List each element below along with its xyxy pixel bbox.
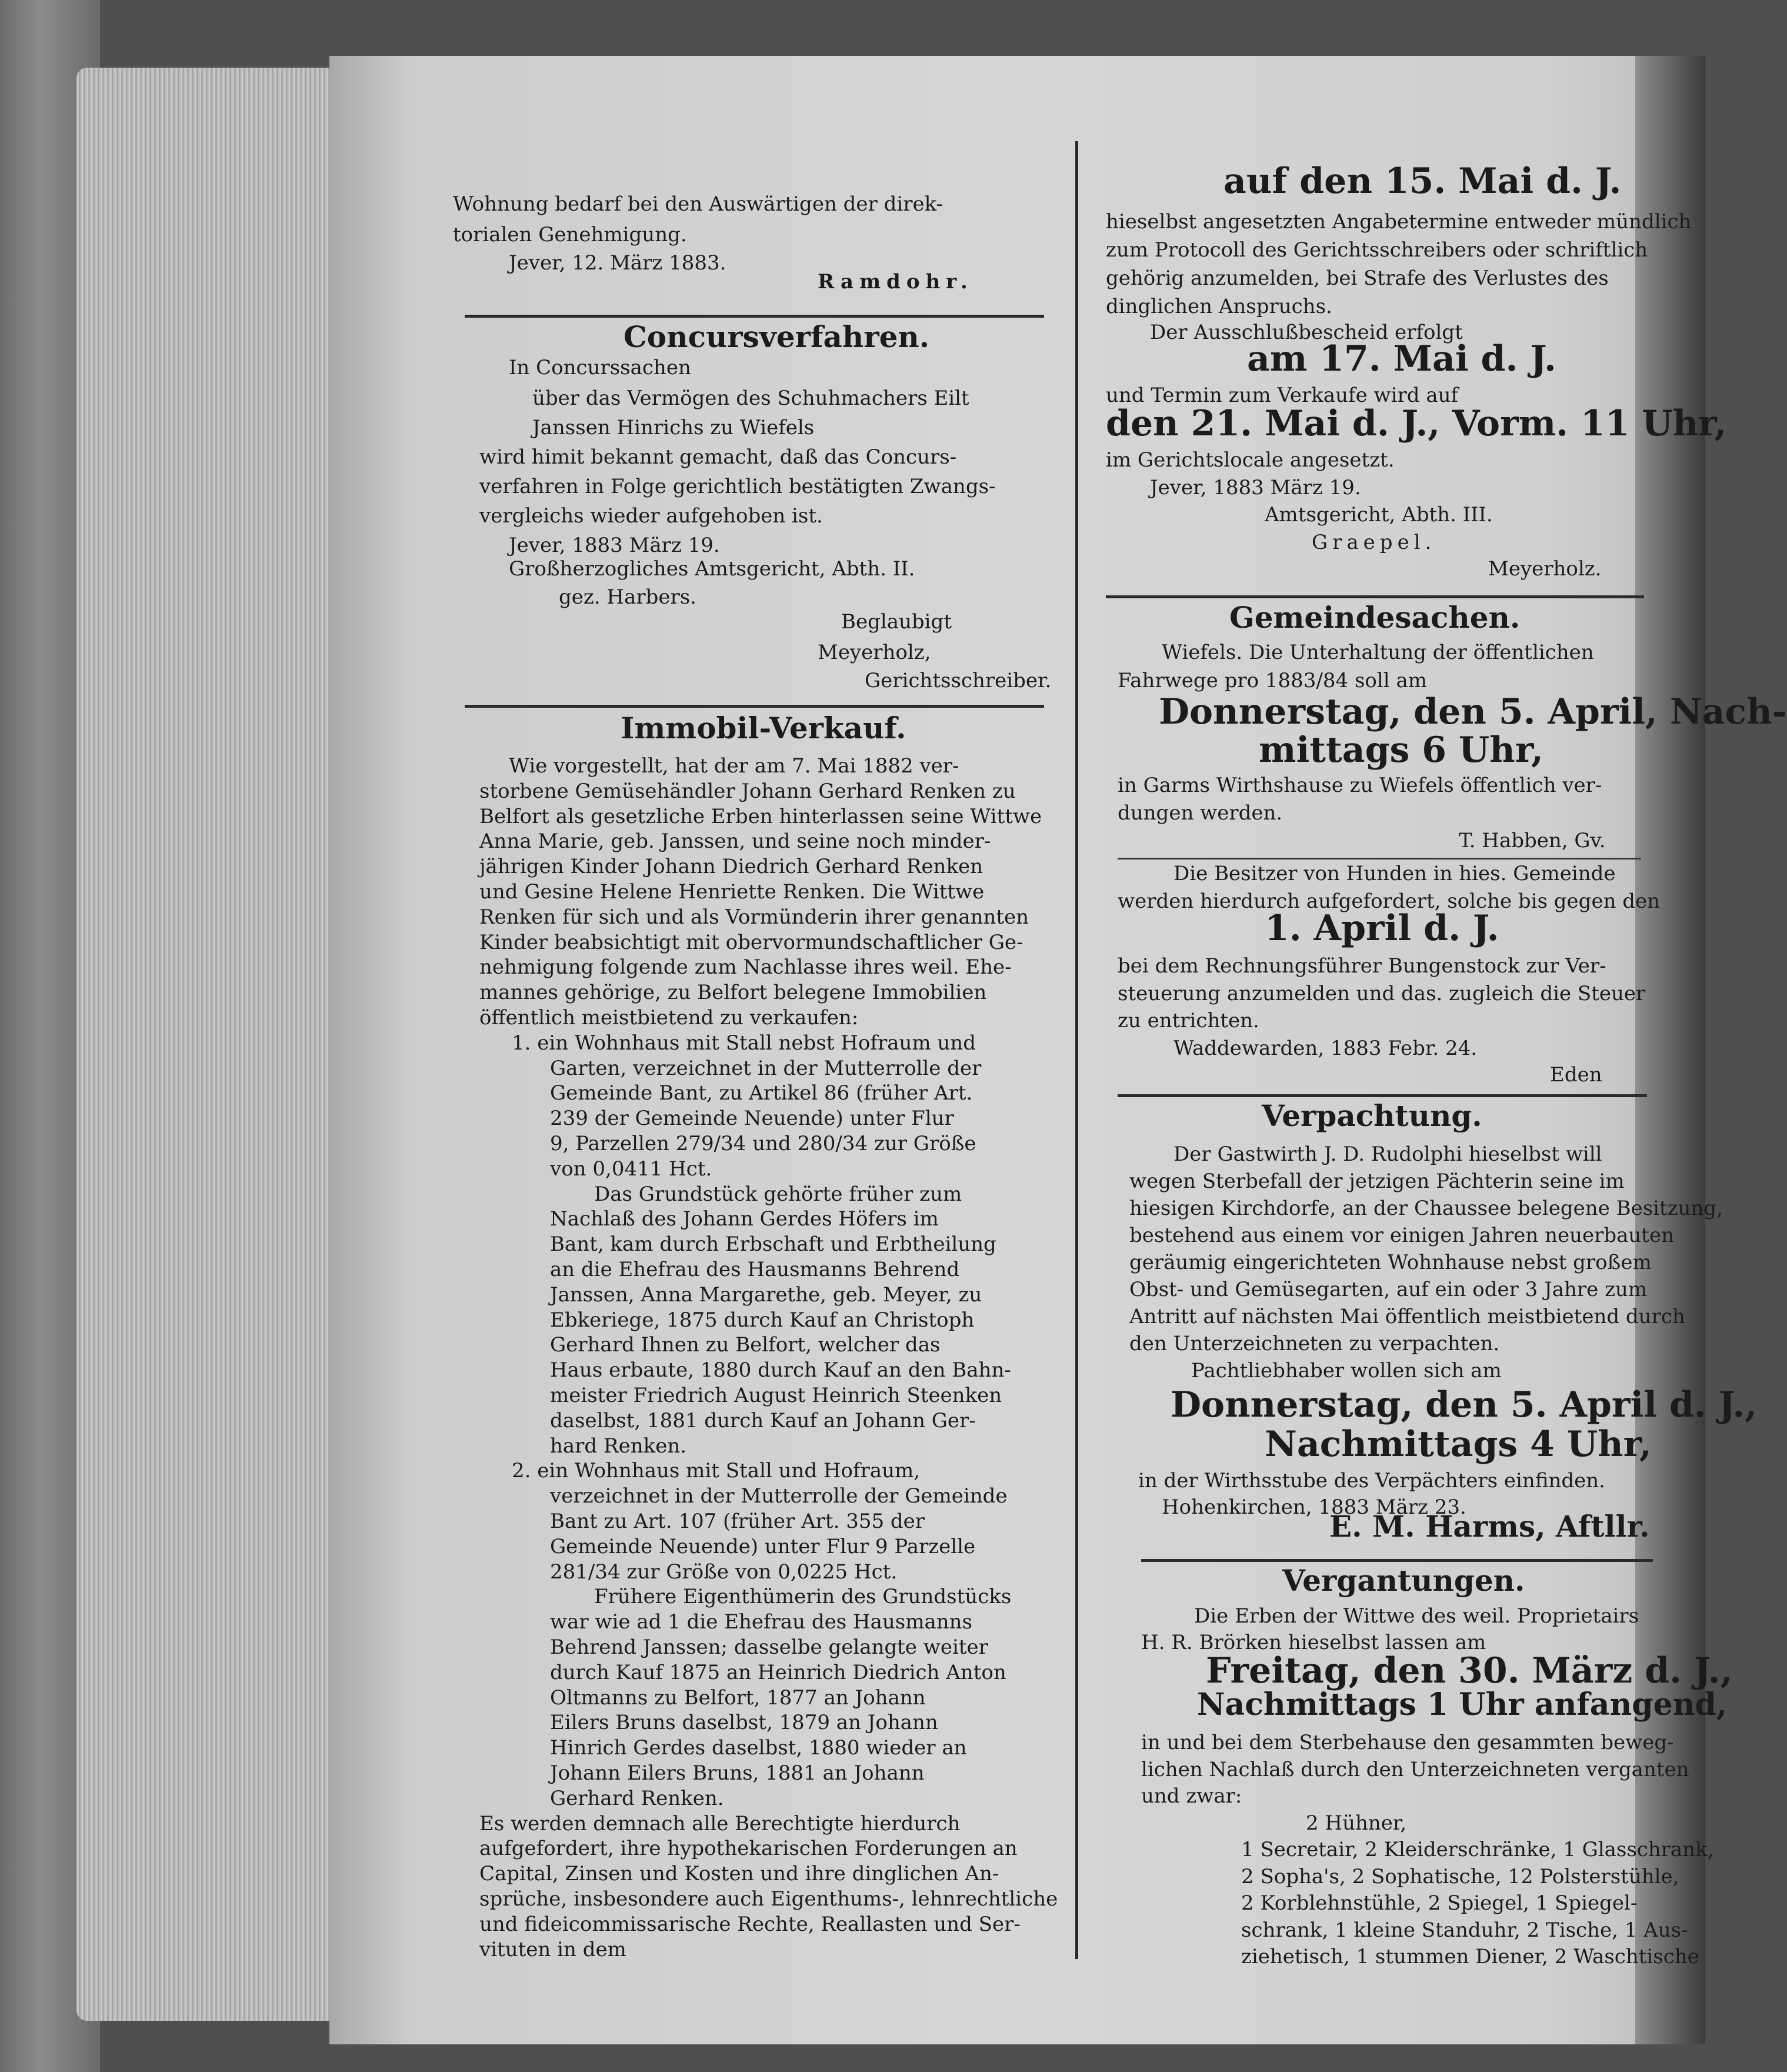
concurs-heading: Concursverfahren. — [624, 319, 930, 354]
text-line: und Gesine Helene Henriette Renken. Die Wittwe — [479, 880, 985, 904]
gemeinde-line: dungen werden. — [1118, 801, 1283, 825]
text-line: 1. ein Wohnhaus mit Stall nebst Hofraum und — [512, 1031, 976, 1055]
gemeinde-signature: Eden — [1550, 1063, 1602, 1087]
text-line: Ebkeriege, 1875 durch Kauf an Christoph — [550, 1308, 975, 1332]
intro-signature: Ramdohr. — [818, 270, 973, 294]
text-line: Wie vorgestellt, hat der am 7. Mai 1882 ver- — [509, 754, 959, 778]
text-line: durch Kauf 1875 an Heinrich Diedrich Anton — [550, 1660, 1006, 1684]
text-line: Nachlaß des Johann Gerdes Höfers im — [550, 1207, 939, 1231]
intro-date: Jever, 12. März 1883. — [509, 251, 726, 275]
text-line: wegen Sterbefall der jetzigen Pächterin seine im — [1129, 1170, 1625, 1193]
gemeinde-line: steuerung anzumelden und das. zugleich die Steuer — [1118, 982, 1646, 1005]
gemeinde-line: Wiefels. Die Unterhaltung der öffentlichen — [1162, 641, 1594, 664]
text-line: storbene Gemüsehändler Johann Gerhard Renken zu — [479, 779, 1016, 803]
text-line: Gerhard Renken. — [550, 1786, 724, 1810]
top-signature: Graepel. — [1312, 531, 1436, 554]
text-line: Obst- und Gemüsegarten, auf ein oder 3 Jahre zum — [1129, 1278, 1648, 1301]
text-line: jährigen Kinder Johann Diedrich Gerhard Renken — [479, 855, 983, 879]
text-line: Johann Eilers Bruns, 1881 an Johann — [550, 1761, 925, 1785]
date-line: auf den 15. Mai d. J. — [1223, 161, 1622, 202]
book-page-edges — [76, 68, 359, 2021]
text-line: 2 Korblehnstühle, 2 Spiegel, 1 Spiegel- — [1241, 1891, 1638, 1915]
verpachtung-big: Nachmittags 4 Uhr, — [1265, 1424, 1652, 1465]
text-line: schrank, 1 kleine Standuhr, 2 Tische, 1 Aus- — [1241, 1918, 1688, 1942]
section-rule — [465, 315, 1044, 318]
concurs-line: Jever, 1883 März 19. — [509, 534, 720, 557]
top-line: gehörig anzumelden, bei Strafe des Verlustes des — [1106, 267, 1609, 290]
concurs-line: Meyerholz, — [818, 641, 931, 664]
top-signature: Meyerholz. — [1488, 557, 1602, 581]
text-line: Es werden demnach alle Berechtigte hierdurch — [479, 1811, 961, 1836]
text-line: Renken für sich und als Vormünderin ihrer genannten — [479, 905, 1029, 929]
verpachtung-line: in der Wirthsstube des Verpächters einfinden. — [1138, 1469, 1605, 1493]
concurs-line: vergleichs wieder aufgehoben ist. — [479, 504, 823, 528]
section-rule — [1141, 1559, 1653, 1562]
text-line: nehmigung folgende zum Nachlasse ihres weil. Ehe- — [479, 955, 1012, 980]
gemeinde-line: Fahrwege pro 1883/84 soll am — [1118, 669, 1427, 692]
text-line: 9, Parzellen 279/34 und 280/34 zur Größe — [550, 1132, 976, 1155]
concurs-signature: Gerichtsschreiber. — [865, 669, 1052, 692]
section-rule — [465, 705, 1044, 708]
gemeinde-big: mittags 6 Uhr, — [1259, 729, 1543, 771]
text-line: 2. ein Wohnhaus mit Stall und Hofraum, — [512, 1459, 921, 1483]
text-line: Gemeinde Bant, zu Artikel 86 (früher Art. — [550, 1081, 973, 1105]
text-line: bestehend aus einem vor einigen Jahren neuerbauten — [1129, 1224, 1674, 1247]
text-line: aufgefordert, ihre hypothekarischen Forderungen an — [479, 1837, 1018, 1861]
intro-line: Wohnung bedarf bei den Auswärtigen der direk- — [453, 192, 943, 216]
verpachtung-big: Donnerstag, den 5. April d. J., — [1171, 1384, 1758, 1425]
text-line: Der Gastwirth J. D. Rudolphi hieselbst will — [1173, 1142, 1602, 1166]
gemeinde-big: 1. April d. J. — [1265, 908, 1499, 949]
text-line: sprüche, insbesondere auch Eigenthums-, lehnrechtliche — [479, 1887, 1058, 1911]
text-line: Antritt auf nächsten Mai öffentlich meistbietend durch — [1129, 1305, 1685, 1328]
text-line: öffentlich meistbietend zu verkaufen: — [479, 1006, 859, 1030]
section-rule — [1118, 1094, 1647, 1097]
text-line: an die Ehefrau des Hausmanns Behrend — [550, 1258, 960, 1281]
date-line-2: am 17. Mai d. J. — [1247, 338, 1556, 379]
top-line: zum Protocoll des Gerichtsschreibers oder schriftlich — [1106, 238, 1648, 262]
text-line: 1 Secretair, 2 Kleiderschränke, 1 Glasschrank, — [1241, 1838, 1714, 1861]
concurs-line: Beglaubigt — [841, 610, 952, 634]
top-line: dinglichen Anspruchs. — [1106, 295, 1332, 318]
concurs-line: über das Vermögen des Schuhmachers Eilt — [532, 387, 969, 410]
concurs-line: gez. Harbers. — [559, 585, 696, 609]
gemeinde-line: werden hierdurch aufgefordert, solche bis gegen den — [1118, 890, 1661, 913]
gemeinde-line: zu entrichten. — [1118, 1009, 1259, 1032]
top-line: Der Ausschlußbescheid erfolgt — [1150, 321, 1463, 344]
vergantungen-big: Freitag, den 30. März d. J., — [1206, 1650, 1733, 1691]
text-line: vituten in dem — [479, 1937, 626, 1961]
text-line: Bant zu Art. 107 (früher Art. 355 der — [550, 1510, 925, 1533]
text-line: hard Renken. — [550, 1434, 687, 1458]
date-line-3: den 21. Mai d. J., Vorm. 11 Uhr, — [1106, 403, 1727, 444]
text-line: daselbst, 1881 durch Kauf an Johann Ger- — [550, 1408, 976, 1433]
text-line: hiesigen Kirchdorfe, an der Chaussee belegene Besitzung, — [1129, 1197, 1723, 1220]
vergantungen-big: Nachmittags 1 Uhr anfangend, — [1197, 1687, 1727, 1723]
vergantungen-heading: Vergantungen. — [1282, 1563, 1525, 1598]
column-divider — [1075, 141, 1078, 1959]
top-line: und Termin zum Verkaufe wird auf — [1106, 384, 1459, 407]
gemeinde-big: Donnerstag, den 5. April, Nach- — [1159, 691, 1787, 732]
text-line: den Unterzeichneten zu verpachten. — [1129, 1332, 1500, 1355]
concurs-line: Janssen Hinrichs zu Wiefels — [532, 416, 815, 439]
top-line: hieselbst angesetzten Angabetermine entweder mündlich — [1106, 210, 1692, 234]
text-line: Janssen, Anna Margarethe, geb. Meyer, zu — [550, 1282, 982, 1307]
text-line: Behrend Janssen; dasselbe gelangte weiter — [550, 1635, 988, 1659]
text-line: und zwar: — [1141, 1784, 1242, 1808]
text-line: war wie ad 1 die Ehefrau des Hausmanns — [550, 1610, 973, 1634]
text-line: Kinder beabsichtigt mit obervormundschaftlicher Ge- — [479, 930, 1023, 954]
verpachtung-line: Hohenkirchen, 1883 März 23. — [1162, 1495, 1466, 1519]
text-line: Pachtliebhaber wollen sich am — [1191, 1359, 1502, 1383]
text-line: Haus erbaute, 1880 durch Kauf an den Bahn- — [550, 1358, 1011, 1383]
top-line: Jever, 1883 März 19. — [1150, 476, 1361, 499]
gemeinde-line: Waddewarden, 1883 Febr. 24. — [1173, 1037, 1478, 1060]
text-line: verzeichnet in der Mutterrolle der Gemeinde — [550, 1484, 1008, 1508]
top-line: im Gerichtslocale angesetzt. — [1106, 448, 1395, 472]
text-line: Belfort als gesetzliche Erben hinterlassen seine Wittwe — [479, 804, 1042, 828]
gemeinde-line: in Garms Wirthshause zu Wiefels öffentlich ver- — [1118, 774, 1602, 797]
text-line: Gerhard Ihnen zu Belfort, welcher das — [550, 1333, 941, 1357]
concurs-line: Großherzogliches Amtsgericht, Abth. II. — [509, 557, 915, 581]
gemeinde-heading: Gemeindesachen. — [1229, 600, 1521, 635]
text-line: Garten, verzeichnet in der Mutterrolle der — [550, 1056, 982, 1080]
text-line: Gemeinde Neuende) unter Flur 9 Parzelle — [550, 1534, 976, 1558]
section-rule — [1106, 595, 1644, 598]
intro-line: torialen Genehmigung. — [453, 223, 687, 246]
text-line: Capital, Zinsen und Kosten und ihre dinglichen An- — [479, 1862, 999, 1886]
text-line: meister Friedrich August Heinrich Steenken — [550, 1384, 1002, 1407]
text-line: lichen Nachlaß durch den Unterzeichneten verganten — [1141, 1757, 1689, 1781]
text-line: in und bei dem Sterbehause den gesammten beweg- — [1141, 1731, 1674, 1754]
text-line: mannes gehörige, zu Belfort belegene Immobilien — [479, 981, 987, 1005]
text-line: geräumig eingerichteten Wohnhause nebst großem — [1129, 1251, 1652, 1274]
text-line: Anna Marie, geb. Janssen, und seine noch minder- — [479, 830, 991, 854]
immobil-heading: Immobil-Verkauf. — [621, 711, 906, 745]
text-line: 281/34 zur Größe von 0,0225 Hct. — [550, 1560, 898, 1584]
concurs-line: verfahren in Folge gerichtlich bestätigten Zwangs- — [479, 475, 996, 498]
text-line: Bant, kam durch Erbschaft und Erbtheilung — [550, 1232, 996, 1257]
text-line: Das Grundstück gehörte früher zum — [594, 1182, 962, 1206]
text-line: 239 der Gemeinde Neuende) unter Flur — [550, 1107, 954, 1131]
text-line: Oltmanns zu Belfort, 1877 an Johann — [550, 1685, 926, 1710]
text-line: Hinrich Gerdes daselbst, 1880 wieder an — [550, 1736, 967, 1760]
vergantungen-line: H. R. Brörken hieselbst lassen am — [1141, 1631, 1486, 1654]
gemeinde-line: Die Besitzer von Hunden in hies. Gemeinde — [1173, 862, 1616, 885]
text-line: von 0,0411 Hct. — [550, 1157, 712, 1181]
text-line: Frühere Eigenthümerin des Grundstücks — [594, 1585, 1012, 1609]
verpachtung-heading: Verpachtung. — [1262, 1098, 1482, 1133]
concurs-line: wird himit bekannt gemacht, daß das Concurs- — [479, 445, 957, 469]
text-line: und fideicommissarische Rechte, Reallasten und Ser- — [479, 1912, 1021, 1936]
vergantungen-line: Die Erben der Wittwe des weil. Proprietairs — [1194, 1604, 1639, 1628]
text-line: 2 Sopha's, 2 Sophatische, 12 Polsterstühle, — [1241, 1864, 1679, 1888]
verpachtung-signature: E. M. Harms, Aftllr. — [1329, 1509, 1650, 1544]
text-line: ziehetisch, 1 stummen Diener, 2 Waschtische — [1241, 1945, 1699, 1968]
top-line: Amtsgericht, Abth. III. — [1265, 503, 1493, 527]
concurs-line: In Concurssachen — [509, 356, 691, 379]
section-rule — [1118, 858, 1641, 860]
text-line: 2 Hühner, — [1306, 1811, 1407, 1835]
gemeinde-signature: T. Habben, Gv. — [1459, 829, 1606, 852]
text-line: Eilers Bruns daselbst, 1879 an Johann — [550, 1711, 938, 1735]
gemeinde-line: bei dem Rechnungsführer Bungenstock zur Ver- — [1118, 954, 1606, 978]
